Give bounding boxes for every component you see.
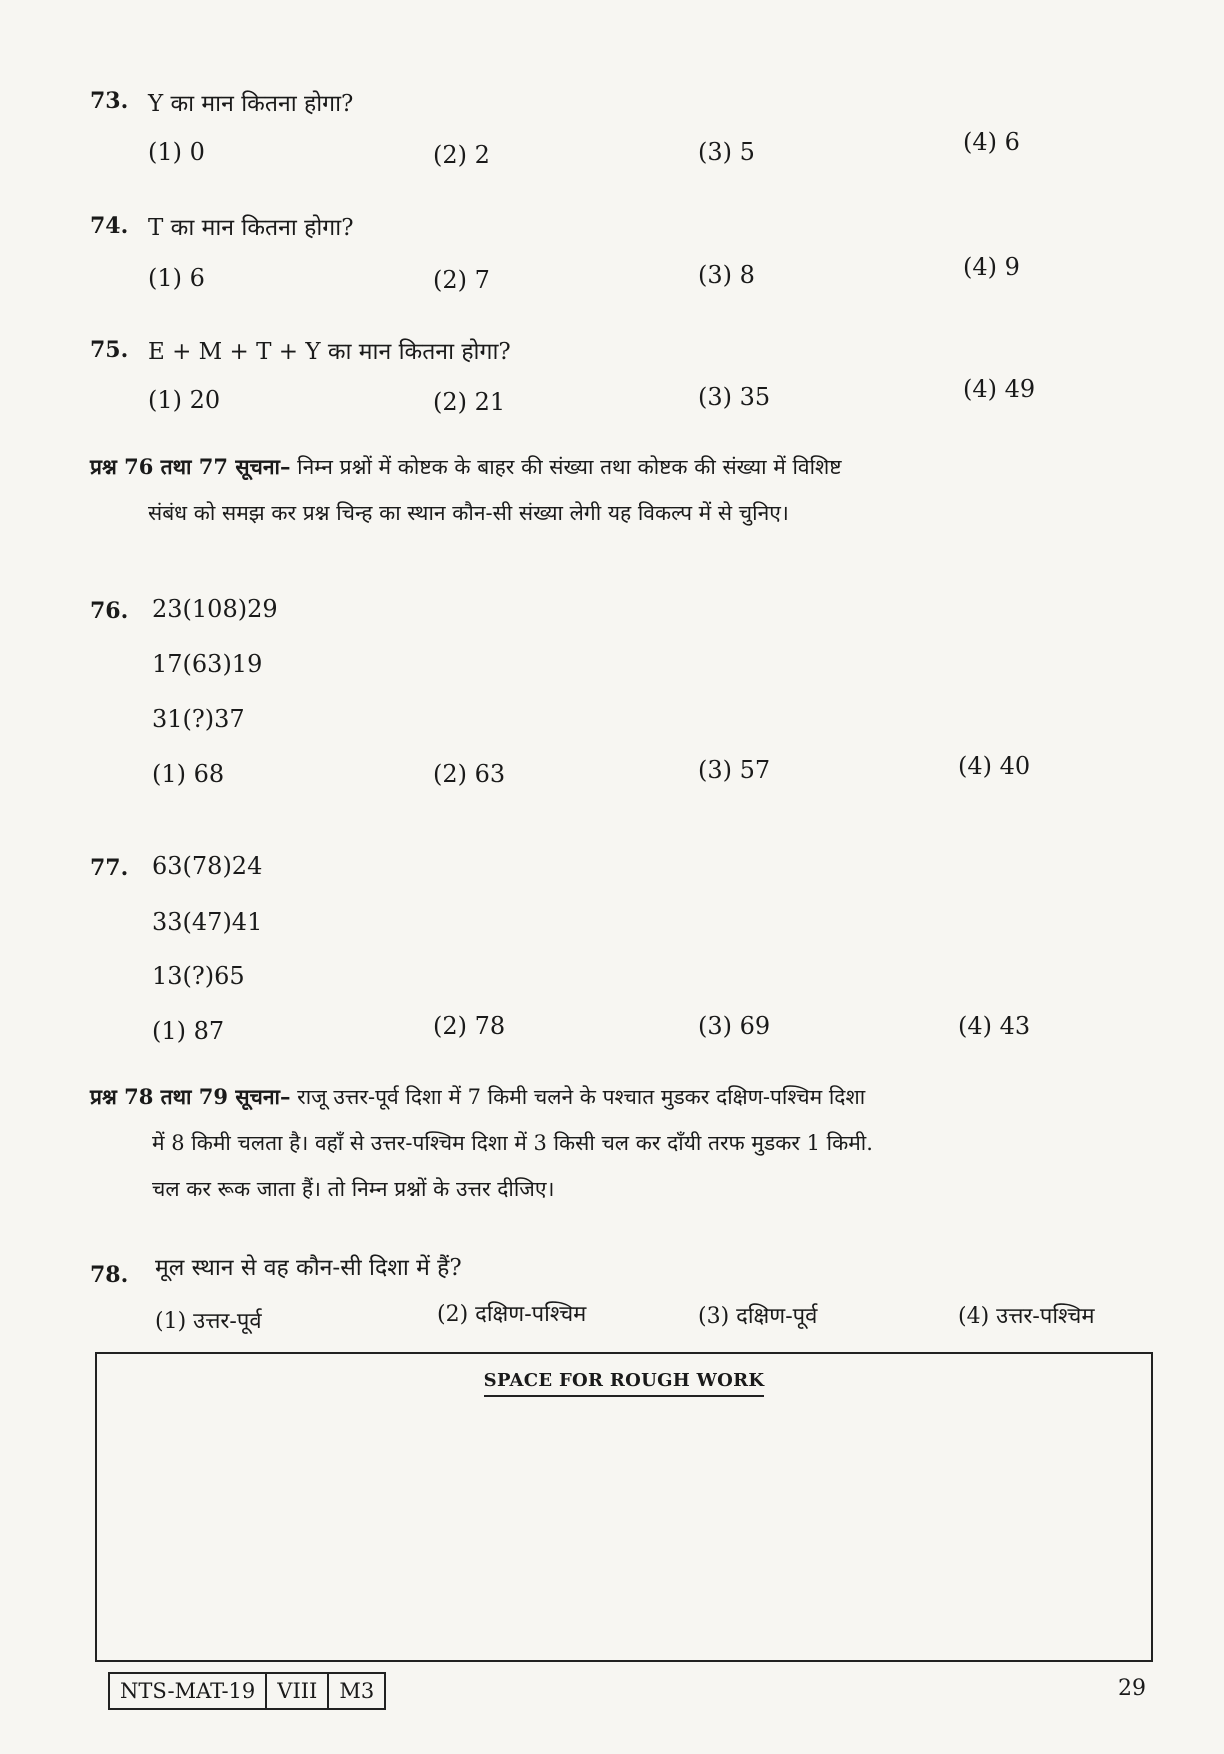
question-76-option-3: (3) 57 bbox=[698, 756, 771, 784]
question-73-text: Y का मान कितना होगा? bbox=[148, 91, 354, 117]
question-76-row-1: 23(108)29 bbox=[152, 595, 278, 623]
question-76-option-4: (4) 40 bbox=[958, 752, 1031, 780]
instruction-76-77-line2: संबंध को समझ कर प्रश्न चिन्ह का स्थान कौन-सी संख्या लेगी यह विकल्प में से चुनिए। bbox=[148, 501, 789, 525]
question-78-option-1: (1) उत्तर-पूर्व bbox=[155, 1309, 262, 1334]
question-78-number: 78. bbox=[90, 1262, 129, 1288]
instruction-78-79-line2: में 8 किमी चलता है। वहाँ से उत्तर-पश्चिम दिशा में 3 किसी चल कर दाँयी तरफ मुडकर 1 किमी. bbox=[152, 1131, 873, 1155]
question-76-option-1: (1) 68 bbox=[152, 760, 225, 788]
question-77-option-1: (1) 87 bbox=[152, 1017, 225, 1045]
set-code: M3 bbox=[339, 1679, 375, 1703]
instruction-78-79-label: प्रश्न 78 तथा 79 सूचना– bbox=[90, 1084, 291, 1109]
instruction-76-77-label: प्रश्न 76 तथा 77 सूचना– bbox=[90, 454, 291, 479]
question-75-option-3: (3) 35 bbox=[698, 383, 771, 411]
question-76-number: 76. bbox=[90, 598, 129, 624]
question-78-option-2: (2) दक्षिण-पश्चिम bbox=[437, 1302, 587, 1327]
question-74-option-4: (4) 9 bbox=[963, 253, 1020, 281]
rough-work-area bbox=[95, 1352, 1153, 1662]
question-73-option-1: (1) 0 bbox=[148, 138, 205, 166]
paper-code: NTS-MAT-19 bbox=[110, 1674, 267, 1708]
question-76-row-3: 31(?)37 bbox=[152, 705, 245, 733]
question-74-option-1: (1) 6 bbox=[148, 264, 205, 292]
question-75-option-2: (2) 21 bbox=[433, 388, 506, 416]
question-77-row-1: 63(78)24 bbox=[152, 852, 263, 880]
question-75-option-1: (1) 20 bbox=[148, 386, 221, 414]
question-74-option-2: (2) 7 bbox=[433, 266, 490, 294]
question-77-option-2: (2) 78 bbox=[433, 1012, 506, 1040]
question-73-option-4: (4) 6 bbox=[963, 128, 1020, 156]
instruction-76-77 bbox=[90, 448, 1170, 532]
instruction-78-79 bbox=[90, 1078, 1170, 1208]
question-77-option-4: (4) 43 bbox=[958, 1012, 1031, 1040]
question-74-option-3: (3) 8 bbox=[698, 261, 755, 289]
question-76-option-2: (2) 63 bbox=[433, 760, 506, 788]
question-77-option-3: (3) 69 bbox=[698, 1012, 771, 1040]
question-78-option-3: (3) दक्षिण-पूर्व bbox=[698, 1304, 818, 1329]
instruction-78-79-line1: राजू उत्तर-पूर्व दिशा में 7 किमी चलने के पश्चात मुडकर दक्षिण-पश्चिम दिशा bbox=[297, 1085, 866, 1109]
question-73-option-2: (2) 2 bbox=[433, 141, 490, 169]
question-74-number: 74. bbox=[90, 213, 129, 239]
question-78-option-4: (4) उत्तर-पश्चिम bbox=[958, 1304, 1095, 1329]
question-76-row-2: 17(63)19 bbox=[152, 650, 263, 678]
question-75-text: E + M + T + Y का मान कितना होगा? bbox=[148, 339, 511, 365]
question-77-number: 77. bbox=[90, 855, 129, 881]
question-75-option-4: (4) 49 bbox=[963, 375, 1036, 403]
question-73-option-3: (3) 5 bbox=[698, 138, 755, 166]
question-77-row-2: 33(47)41 bbox=[152, 908, 263, 936]
question-75-number: 75. bbox=[90, 337, 129, 363]
question-78-text: मूल स्थान से वह कौन-सी दिशा में हैं? bbox=[155, 1255, 462, 1281]
instruction-78-79-line3: चल कर रूक जाता हैं। तो निम्न प्रश्नों के उत्तर दीजिए। bbox=[152, 1177, 555, 1201]
page-number: 29 bbox=[1118, 1676, 1146, 1701]
paper-code-box bbox=[108, 1672, 386, 1710]
class-code: VIII bbox=[267, 1674, 329, 1708]
instruction-76-77-line1: निम्न प्रश्नों में कोष्टक के बाहर की संख्या तथा कोष्टक की संख्या में विशिष्ट bbox=[297, 455, 842, 479]
question-77-row-3: 13(?)65 bbox=[152, 962, 245, 990]
question-73-number: 73. bbox=[90, 88, 129, 114]
rough-work-title: SPACE FOR ROUGH WORK bbox=[97, 1370, 1151, 1391]
question-74-text: T का मान कितना होगा? bbox=[148, 215, 354, 241]
